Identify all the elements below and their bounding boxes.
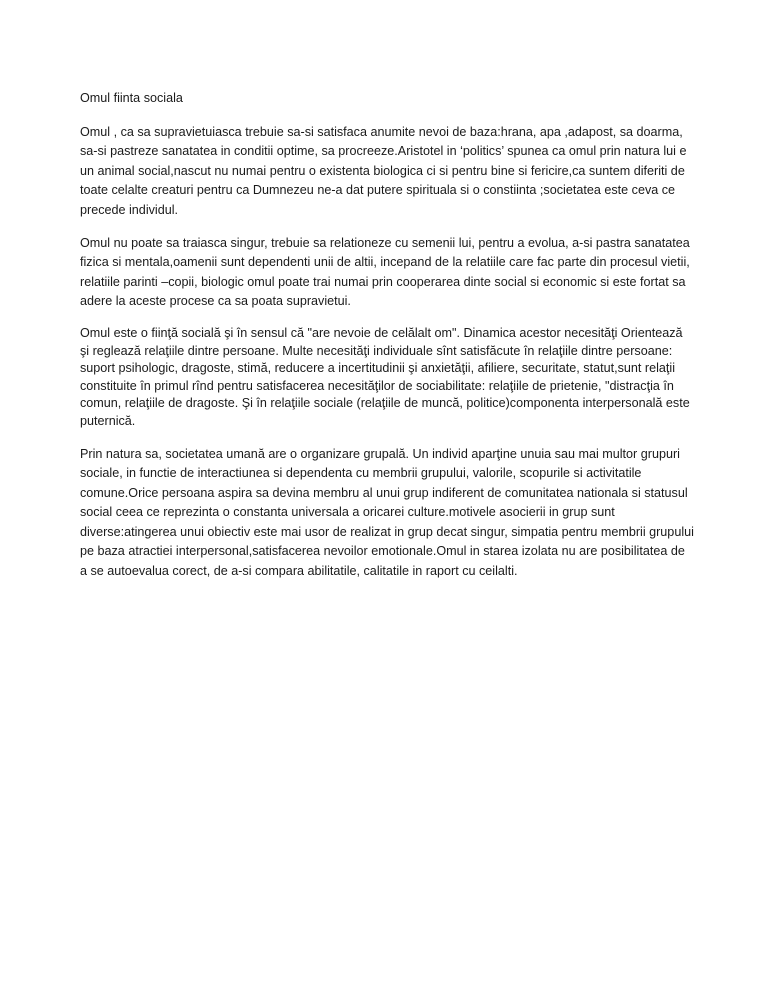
paragraph-4: Prin natura sa, societatea umană are o organizare grupală. Un individ aparţine unuia sau mai multor grupuri sociale, in functie de interactiunea si dependenta cu membrii grupului, valorile, scopurile si activitatile comune.Orice persoana aspira sa devina membru al unui grup indiferent de comunitatea nationala si statusul social ceea ce reprezinta o constanta universala a oricarei culture.motivele asocierii in grup sunt diverse:atingerea unui obiectiv este mai usor de realizat in grup decat singur, simpatia pentru membrii grupului pe baza atractiei interpersonal,satisfacerea nevoilor emotionale.Omul in starea izolata nu are posibilitatea de a se autoevalua corect, de a-si compara abilitatile, calitatile in raport cu ceilalti. [80, 446, 694, 579]
paragraph-1: Omul , ca sa supravietuiasca trebuie sa-si satisfaca anumite nevoi de baza:hrana, apa ,adapost, sa doarma, sa-si pastreze sanatatea in conditii optime, sa procreeze.Aristotel in ‘politics’ spunea ca omul prin natura lui e un animal social,nascut nu numai pentru o existenta biologica ci si pentru bine si fericire,ca suntem diferiti de toate celalte creaturi pentru ca Dumnezeu ne-a dat putere spirituala si o constiinta ;societatea este ceva ce precede individul. [80, 124, 687, 217]
paragraph-2: Omul nu poate sa traiasca singur, trebuie sa relationeze cu semenii lui, pentru a evolua, a-si pastra sanatatea fizica si mentala,oamenii sunt dependenti unii de altii, incepand de la relatiile care fac parte din procesul vietii, relatiile parinti –copii, biologic omul poate trai numai prin cooperarea dinte social si economic si este fortat sa adere la aceste procese ca sa poata supravietui. [80, 235, 690, 309]
document-body [80, 89, 695, 595]
document-title: Omul fiinta sociala [80, 91, 183, 105]
paragraph-3: Omul este o fiinţă socială şi în sensul că "are nevoie de celălalt om". Dinamica acestor necesităţi Orientează şi reglează relaţiile dintre persoane. Multe necesităţi individuale sînt satisfăcute în relaţiile dintre persoane: suport psihologic, dragoste, stimă, reducere a incertitudinii şi anxietăţii, afiliere, securitate, statut,sunt relaţii constituite în primul rînd pentru satisfacerea necesităţilor de sociabilitate: relaţiile de prietenie, "distracţia în comun, relaţiile de dragoste. Şi în relaţiile sociale (relaţiile de muncă, politice)componenta interpersonală este puternică. [80, 325, 690, 428]
